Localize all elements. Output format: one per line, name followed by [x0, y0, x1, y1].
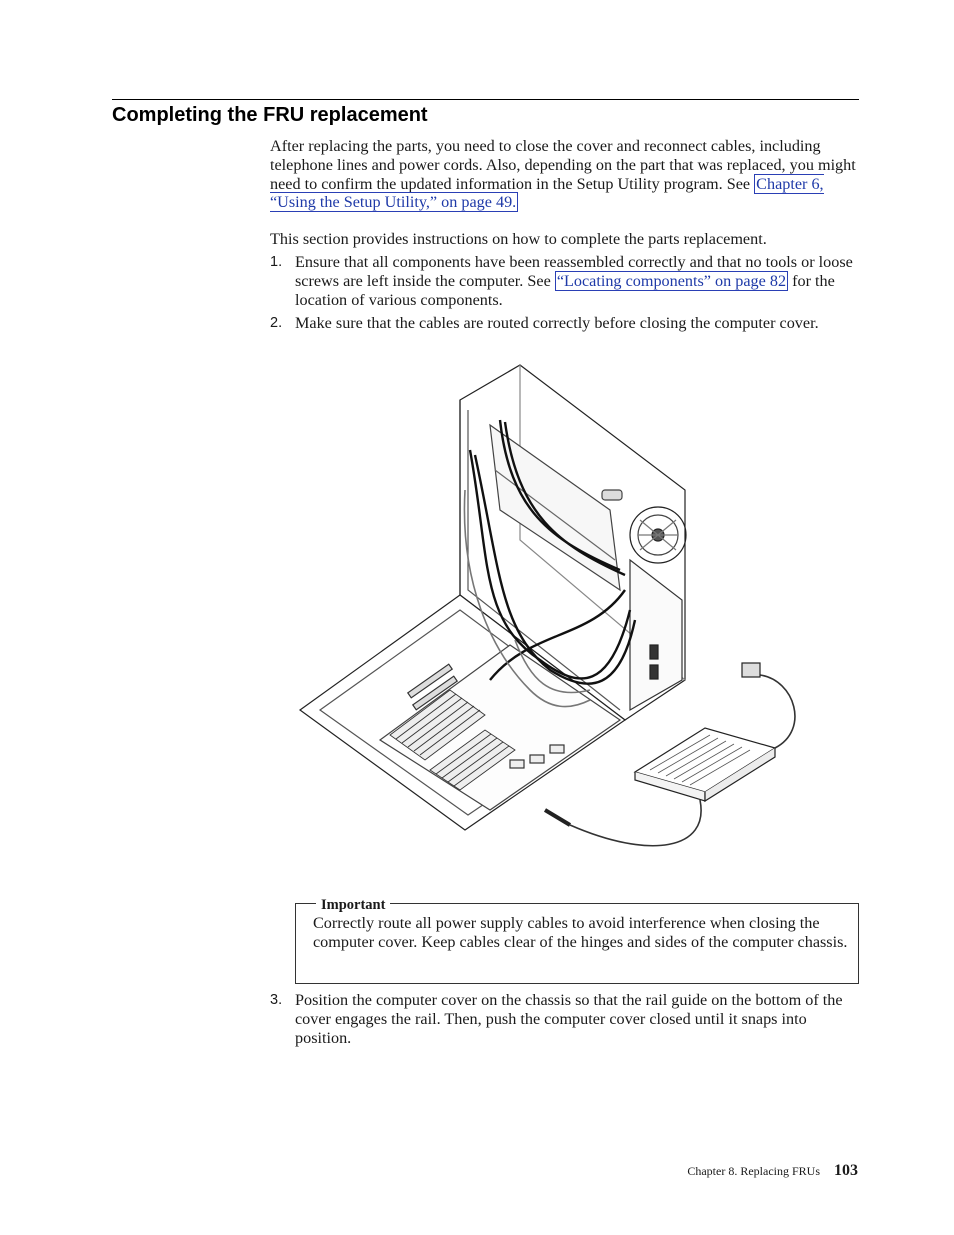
intro-paragraph: [270, 137, 859, 212]
footer-chapter: Chapter 8. Replacing FRUs: [687, 1164, 820, 1178]
step-1: [270, 253, 859, 309]
step-text-after: for the location of various components.: [295, 271, 835, 309]
page-footer: [687, 1162, 858, 1180]
intro-text: After replacing the parts, you need to close the cover and reconnect cables, including telephone lines and power cords. Also, depending on the part that was replaced, you might need to confirm the updated information in the Setup Utility program. See: [270, 137, 856, 193]
step-2: [270, 314, 859, 333]
step-text: Make sure that the cables are routed correctly before closing the computer cover.: [295, 314, 819, 332]
locating-components-link[interactable]: “Locating components” on page 82: [556, 271, 787, 290]
important-text: Correctly route all power supply cables to avoid interference when closing the computer cover. Keep cables clear of the hinges and sides of the computer chassis.: [313, 914, 848, 952]
section-description: This section provides instructions on how to complete the parts replacement.: [270, 230, 767, 248]
section-heading: Completing the FRU replacement: [112, 104, 428, 126]
step-text: Ensure that all components have been reassembled correctly and that no tools or loose screws are left inside the computer. See: [295, 253, 853, 290]
step-text: Position the computer cover on the chassis so that the rail guide on the bottom of the cover engages the rail. Then, push the computer cover closed until it snaps into position.: [295, 991, 843, 1047]
computer-cable-routing-illustration: [290, 360, 810, 860]
step-number: 2.: [270, 315, 283, 331]
step-3: [270, 991, 859, 1047]
important-label: Important: [316, 896, 390, 914]
heading-rule: [112, 99, 859, 100]
step-number: 1.: [270, 254, 283, 270]
setup-utility-link[interactable]: Chapter 6, “Using the Setup Utility,” on page 49.: [270, 174, 824, 212]
step-number: 3.: [270, 992, 283, 1008]
page-number: 103: [834, 1162, 858, 1179]
